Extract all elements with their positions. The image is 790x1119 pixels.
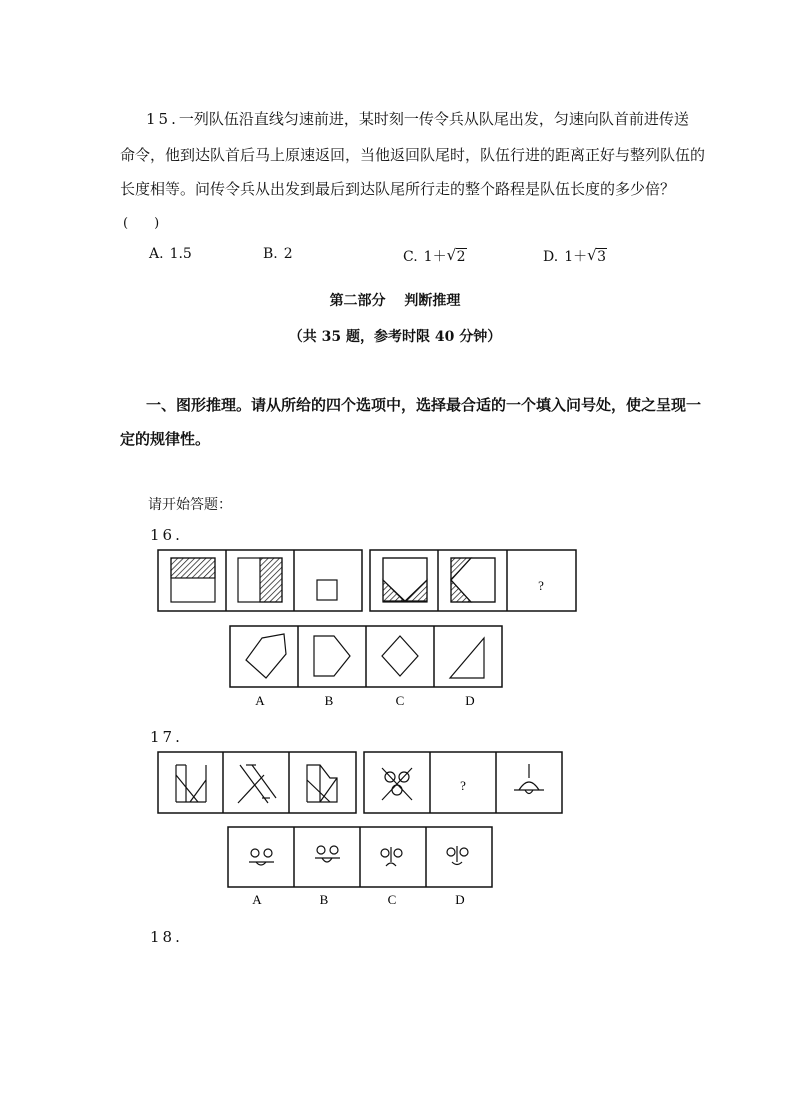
option-letter: D.	[543, 249, 559, 265]
q17-label-d: D	[455, 892, 465, 907]
q16-figure-4	[383, 558, 427, 602]
q16-question-row	[158, 550, 576, 611]
q17-label-a: A	[252, 892, 262, 907]
q16-figure-2	[238, 558, 282, 602]
option-prefix: 1＋	[423, 249, 447, 265]
radicand: 3	[597, 249, 607, 265]
part-subtitle: （共 35 题，参考时限 40 分钟）	[288, 329, 502, 345]
q16-option-b-figure	[314, 636, 350, 676]
section-instruction-line-2: 定的规律性。	[120, 430, 211, 448]
option-letter: A.	[149, 246, 164, 262]
q17-option-b-figure	[315, 846, 340, 862]
option-letter: C.	[403, 249, 418, 265]
q15-line-2: 命令，他到达队首后马上原速返回，当他返回队尾时，队伍行进的距离正好与整列队伍的	[120, 146, 706, 164]
q15-line-3: 长度相等。问传令兵从出发到最后到达队尾所行走的整个路程是队伍长度的多少倍？	[120, 180, 676, 198]
q16-label-a: A	[255, 693, 265, 708]
q18-number: 18.	[150, 928, 183, 946]
q17-figure-1	[176, 765, 206, 802]
q17-option-d-figure	[447, 846, 468, 865]
q16-figure-5	[451, 558, 495, 602]
q17-figure-4	[382, 768, 412, 800]
start-prompt: 请开始答题：	[148, 497, 232, 513]
sqrt-expression: √ 2	[446, 246, 466, 265]
q17-label-b: B	[319, 892, 329, 907]
q16-option-a-figure	[246, 634, 286, 678]
radicand: 2	[456, 249, 466, 265]
q16-figure-3	[317, 580, 337, 600]
q17-label-c: C	[387, 892, 397, 907]
q15-answer-blank: ( )	[123, 216, 160, 231]
q17-number: 17.	[150, 728, 183, 746]
option-value: 2	[283, 246, 293, 262]
q16-label-d: D	[465, 693, 475, 708]
option-value: 1.5	[169, 246, 192, 262]
q16-figure-1	[171, 558, 215, 602]
q17-figure-6	[514, 764, 544, 794]
option-letter: B.	[263, 246, 278, 262]
q17-option-a-figure	[249, 849, 274, 865]
q15-number: 15.	[146, 110, 179, 128]
q15-text-1: 一列队伍沿直线匀速前进，某时刻一传令兵从队尾出发，匀速向队首前进传送	[178, 110, 689, 128]
sqrt-expression: √ 3	[587, 246, 607, 265]
option-prefix: 1＋	[564, 249, 588, 265]
q17-figure-3	[307, 765, 337, 802]
q16-label-b: B	[324, 693, 334, 708]
q17-question-row	[158, 752, 562, 813]
part-title: 第二部分 判断推理	[329, 293, 461, 309]
q17-question-mark: ?	[460, 778, 466, 793]
q16-option-d-figure	[450, 638, 484, 678]
q17-option-c-figure	[381, 847, 402, 866]
q16-option-c-figure	[382, 636, 418, 676]
q17-figure-2	[238, 765, 276, 803]
q16-label-c: C	[395, 693, 405, 708]
q16-number: 16.	[150, 526, 183, 544]
q16-question-mark: ?	[538, 578, 544, 593]
section-instruction-line-1: 一、图形推理。请从所给的四个选项中，选择最合适的一个填入问号处，使之呈现一	[146, 396, 702, 414]
